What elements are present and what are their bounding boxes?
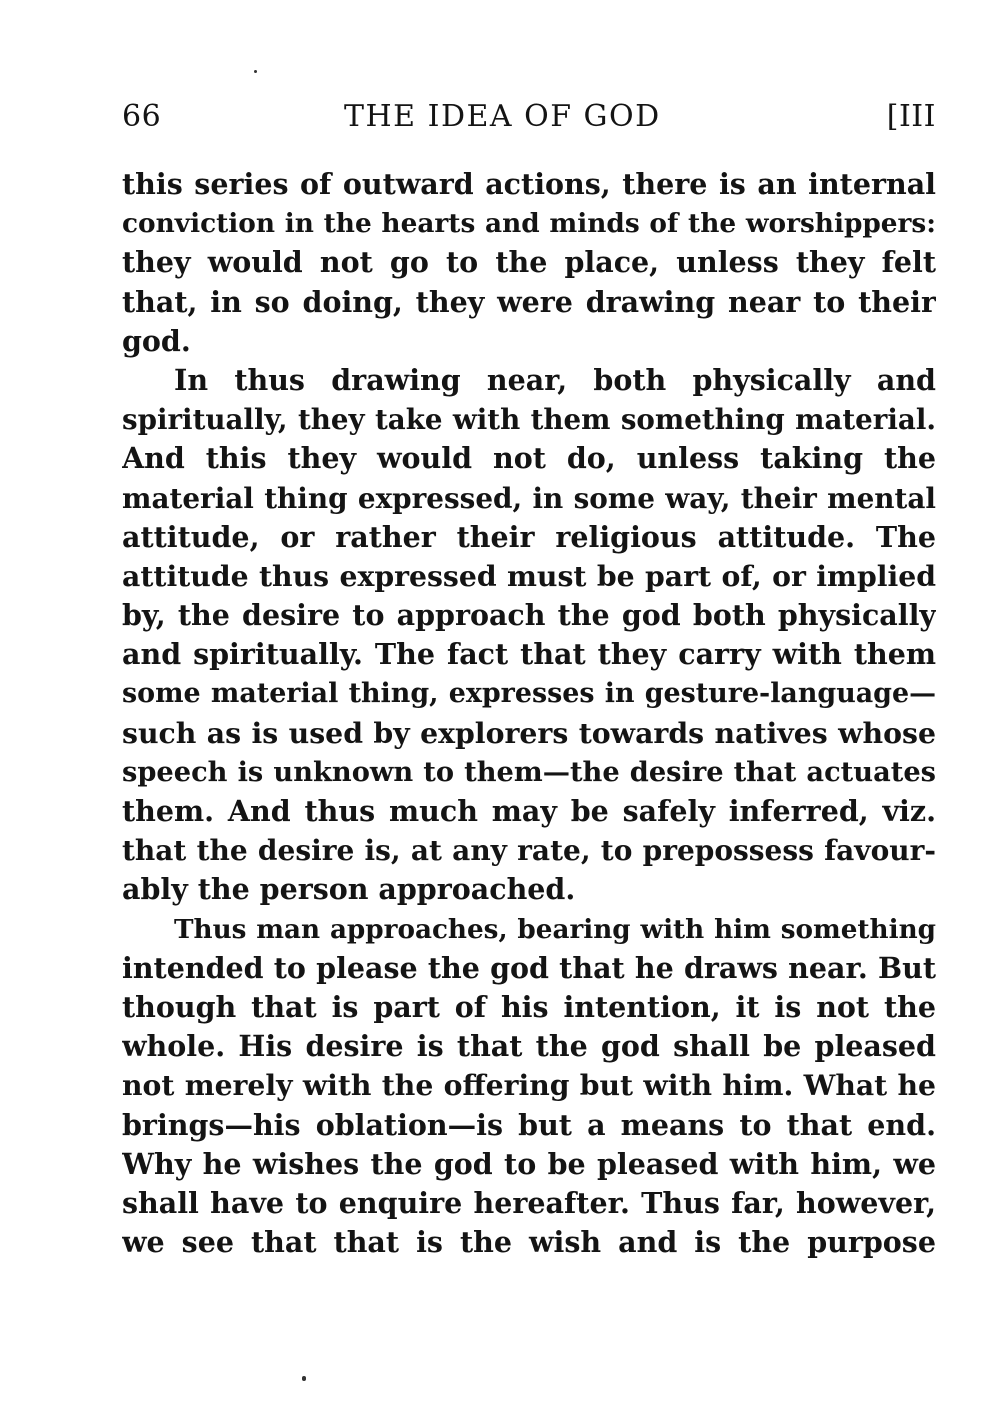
- ink-speck: [254, 70, 257, 73]
- text-line: and spiritually. The fact that they carry with them: [122, 637, 936, 672]
- page-number: 66: [122, 99, 162, 134]
- running-head: [122, 97, 936, 137]
- text-line: And this they would not do, unless taking the: [122, 441, 936, 476]
- text-line: such as is used by explorers towards natives whose: [122, 715, 936, 750]
- text-line: material thing expressed, in some way, their mental: [122, 481, 936, 515]
- text-line: attitude, or rather their religious attitude. The: [122, 519, 936, 554]
- text-line: Thus man approaches, bearing with him something: [174, 913, 936, 945]
- text-line: by, the desire to approach the god both physically: [122, 598, 936, 633]
- text-line: they would not go to the place, unless they felt: [122, 245, 936, 280]
- body-text: [122, 165, 936, 1262]
- ink-speck: [302, 1376, 306, 1381]
- text-line: some material thing, expresses in gesture-language—: [122, 678, 936, 710]
- text-line: that, in so doing, they were drawing near to their: [122, 284, 936, 319]
- running-title: THE IDEA OF GOD: [344, 99, 661, 134]
- text-line: this series of outward actions, there is an internal: [122, 167, 936, 201]
- text-line: them. And thus much may be safely inferred, viz.: [122, 794, 936, 828]
- text-line: though that is part of his intention, it is not the: [122, 989, 936, 1024]
- text-line: attitude thus expressed must be part of, or implied: [122, 558, 936, 593]
- text-line: Why he wishes the god to be pleased with him, we: [122, 1146, 936, 1181]
- text-line: we see that that is the wish and is the purpose: [122, 1225, 936, 1260]
- text-line: spiritually, they take with them something material.: [122, 403, 936, 437]
- text-line: god.: [122, 323, 191, 358]
- text-line: speech is unknown to them—the desire that actuates: [122, 755, 936, 788]
- text-line: brings—his oblation—is but a means to that end.: [122, 1107, 936, 1142]
- text-line: conviction in the hearts and minds of the worshippers:: [122, 208, 936, 240]
- text-line: In thus drawing near, both physically and: [174, 362, 936, 397]
- text-line: intended to please the god that he draws near. But: [122, 950, 936, 985]
- text-line: shall have to enquire hereafter. Thus far, however,: [122, 1185, 936, 1220]
- text-line: that the desire is, at any rate, to prepossess favour-: [122, 834, 936, 868]
- text-line: whole. His desire is that the god shall be pleased: [122, 1029, 936, 1064]
- text-line: ably the person approached.: [122, 872, 576, 907]
- chapter-marker: [III: [886, 99, 936, 134]
- text-line: not merely with the offering but with him. What he: [122, 1068, 936, 1103]
